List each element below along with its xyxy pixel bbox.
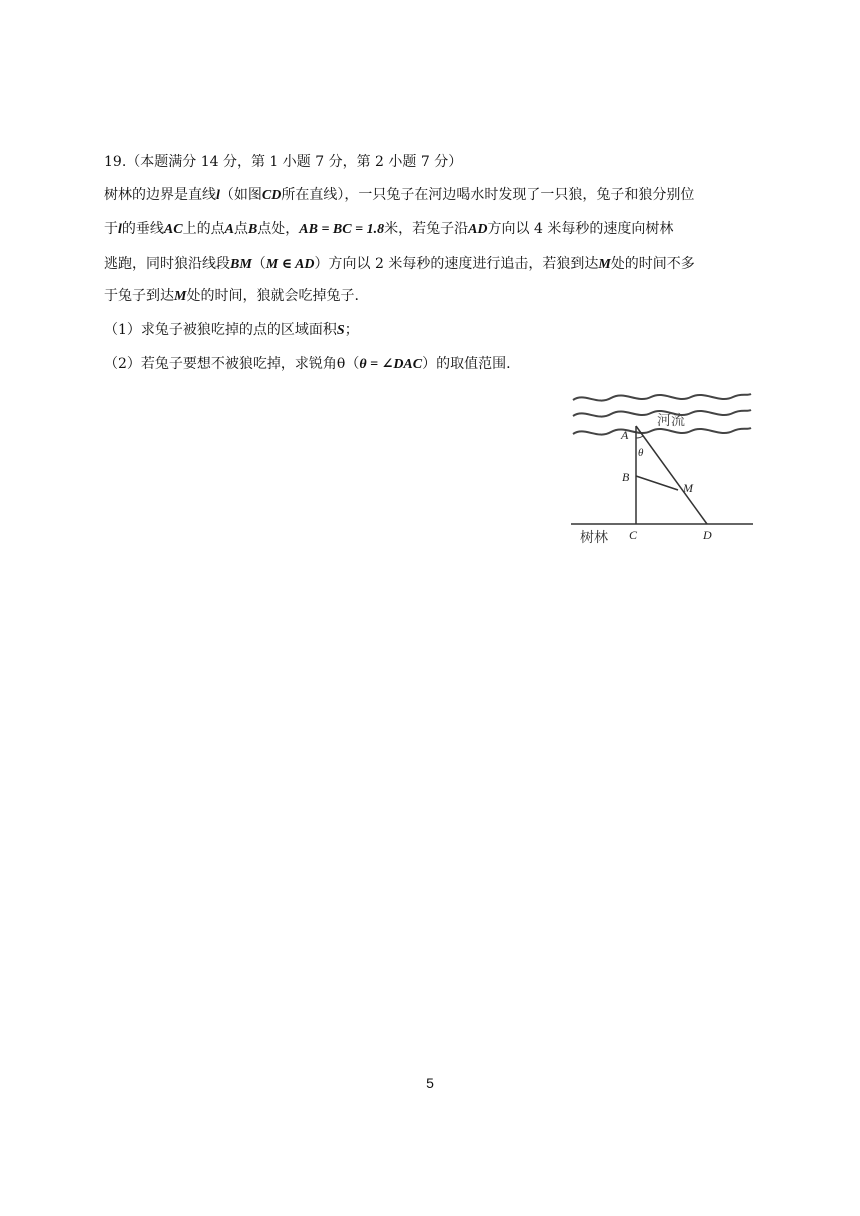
geometry-diagram [565,388,760,548]
math-l: l [216,188,220,203]
math-theta-definition: θ = ∠DAC [359,357,423,372]
segment-bm [636,476,678,490]
point-d-label: D [703,528,712,542]
text-segment: 方向以 4 米每秒的速度向树林 [487,221,674,237]
math-ad: AD [468,222,488,237]
text-segment: 点 [233,221,248,237]
text-segment: 点处， [257,221,300,237]
text-segment: （如图 [219,187,262,203]
river-wave-1 [573,394,751,401]
math-l: l [118,222,122,237]
math-m: M [174,289,187,304]
text-segment: （1）求兔子被狼吃掉的点的区域面积 [104,322,337,338]
text-segment: 上的点 [182,221,225,237]
text-segment: 米，若兔子沿 [384,221,469,237]
problem-header [104,152,462,172]
text-segment: 树林的边界是直线 [104,187,216,203]
point-a-label: A [621,428,629,442]
text-segment: 处的时间，狼就会吃掉兔子. [186,288,359,304]
problem-line-4 [104,254,695,275]
math-point-b: B [247,222,258,237]
text-segment: 处的时间不多 [610,256,695,272]
text-segment: 的垂线 [121,221,164,237]
text-segment: 所在直线），一只兔子在河边喝水时发现了一只狼，兔子和狼分别位 [281,187,695,203]
text-segment: ）的取值范围. [422,356,511,372]
angle-theta-arc [636,436,643,438]
question-1 [104,320,359,341]
text-segment: ）方向以 2 米每秒的速度进行追击，若狼到达 [314,256,599,272]
angle-theta-label: θ [638,447,644,459]
math-condition: M ∈ AD [265,257,315,272]
math-bm: BM [230,257,252,272]
problem-line-5 [104,286,359,307]
text-segment: （2）若兔子要想不被狼吃掉，求锐角θ（ [104,356,360,372]
point-b-label: B [622,470,630,484]
math-point-a: A [224,222,234,237]
text-segment: ； [344,322,359,338]
question-2 [104,354,511,375]
forest-label: 树林 [580,531,608,546]
math-equation: AB = BC = 1.8 [299,222,385,237]
river-label: 河流 [657,414,685,429]
point-c-label: C [629,528,638,542]
math-cd: CD [261,188,282,203]
page-number: 5 [426,1075,434,1091]
text-segment: （ [251,256,266,272]
math-ac: AC [163,222,183,237]
text-segment: 于兔子到达 [104,288,174,304]
problem-line-3 [104,219,673,240]
problem-header-text: 19.（本题满分 14 分，第 1 小题 7 分，第 2 小题 7 分） [104,154,463,170]
point-m-label: M [683,481,693,495]
geometry-figure [565,388,760,548]
math-m: M [598,257,611,272]
math-s: S [336,323,345,338]
text-segment: 逃跑，同时狼沿线段 [104,256,230,272]
text-segment: 于 [104,221,118,237]
problem-line-2 [104,185,694,206]
segment-ad [636,426,707,524]
